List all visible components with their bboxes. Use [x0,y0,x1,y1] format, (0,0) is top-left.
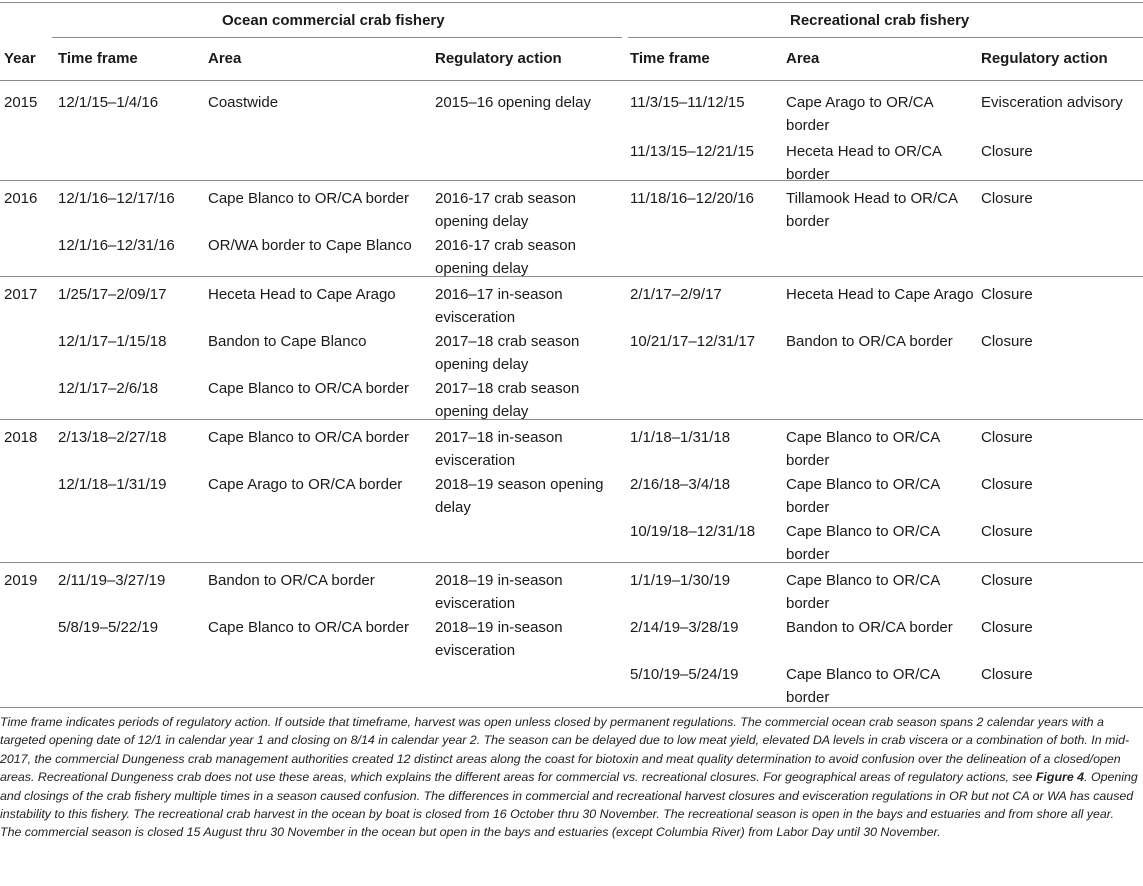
cell-commercial-time-frame: 12/1/16–12/31/16 [58,237,175,254]
group-header-recreational: Recreational crab fishery [790,12,970,29]
cell-commercial-regulatory-action: 2018–19 in-season evisceration [435,572,563,612]
cell-commercial-regulatory-action: 2017–18 in-season evisceration [435,429,563,469]
column-header-recreational-regulatory-action: Regulatory action [981,50,1108,67]
cell-recreational-regulatory-action: Closure [981,333,1033,350]
cell-commercial-regulatory-action: 2016-17 crab season opening delay [435,190,576,230]
cell-commercial-time-frame: 12/1/18–1/31/19 [58,476,167,493]
cell-commercial-regulatory-action: 2017–18 crab season opening delay [435,380,580,420]
cell-recreational-time-frame: 10/19/18–12/31/18 [630,523,756,540]
cell-recreational-area: Cape Blanco to OR/CA border [786,523,940,563]
cell-commercial-regulatory-action: 2017–18 crab season opening delay [435,333,580,373]
cell-recreational-regulatory-action: Closure [981,523,1033,540]
cell-commercial-regulatory-action: 2016–17 in-season evisceration [435,286,563,326]
cell-recreational-time-frame: 1/1/18–1/31/18 [630,429,731,446]
cell-recreational-regulatory-action: Closure [981,476,1033,493]
cell-commercial-area: Heceta Head to Cape Arago [208,286,396,303]
cell-commercial-area: Bandon to Cape Blanco [208,333,367,350]
table-footnote [0,713,1138,842]
cell-recreational-regulatory-action: Closure [981,143,1033,160]
cell-commercial-time-frame: 5/8/19–5/22/19 [58,619,159,636]
cell-recreational-area: Bandon to OR/CA border [786,619,953,636]
cell-commercial-time-frame: 2/11/19–3/27/19 [58,572,166,589]
group-header-commercial: Ocean commercial crab fishery [222,12,445,29]
cell-recreational-regulatory-action: Evisceration advisory [981,94,1123,111]
cell-commercial-time-frame: 1/25/17–2/09/17 [58,286,167,303]
column-header-year: Year [4,50,36,67]
cell-year: 2017 [4,286,38,303]
cell-commercial-time-frame: 12/1/17–2/6/18 [58,380,159,397]
cell-recreational-time-frame: 2/1/17–2/9/17 [630,286,722,303]
cell-recreational-regulatory-action: Closure [981,572,1033,589]
column-header-commercial-area: Area [208,50,242,67]
column-header-commercial-regulatory-action: Regulatory action [435,50,562,67]
cell-recreational-regulatory-action: Closure [981,619,1033,636]
cell-commercial-regulatory-action: 2016-17 crab season opening delay [435,237,576,277]
footnote-text-2: . Opening and closings of the crab fishery multiple times in a season caused confusion. The differences in commercial and recreational harvest closures and evisceration regulations in OR but not CA or WA has caused instability to this fishery. The recreational crab harvest in the ocean by boat is closed from 16 October thru 30 November. The recreational season is open in the bays and estuaries and from shore all year. The commercial season is closed 15 August thru 30 November in the ocean but open in the bays and estuaries (except Columbia River) from Labor Day until 30 November. [0,770,1138,840]
column-header-commercial-time-frame: Time frame [58,50,138,67]
cell-commercial-area: Cape Blanco to OR/CA border [208,429,409,446]
cell-recreational-time-frame: 5/10/19–5/24/19 [630,666,739,683]
cell-commercial-area: Coastwide [208,94,279,111]
group-underline-commercial [52,37,622,38]
cell-recreational-area: Cape Blanco to OR/CA border [786,476,940,516]
cell-recreational-regulatory-action: Closure [981,429,1033,446]
cell-commercial-time-frame: 12/1/17–1/15/18 [58,333,167,350]
column-header-recreational-time-frame: Time frame [630,50,710,67]
cell-year: 2015 [4,94,38,111]
cell-recreational-time-frame: 2/16/18–3/4/18 [630,476,731,493]
cell-commercial-regulatory-action: 2018–19 in-season evisceration [435,619,563,659]
cell-commercial-area: Cape Blanco to OR/CA border [208,190,409,207]
cell-commercial-time-frame: 12/1/16–12/17/16 [58,190,175,207]
cell-recreational-regulatory-action: Closure [981,190,1033,207]
cell-year: 2016 [4,190,38,207]
cell-recreational-time-frame: 11/3/15–11/12/15 [630,94,745,111]
footnote-text-1: Time frame indicates periods of regulatory action. If outside that timeframe, harvest was open unless closed by permanent regulations. The commercial ocean crab season spans 2 calendar years with a targeted opening date of 12/1 in calendar year 1 and closing on 8/14 in calendar year 2. The season can be delayed due to low meat yield, elevated DA levels in crab viscera or a combination of both. In mid-2017, the commercial Dungeness crab management authorities created 12 distinct areas along the coast for biotoxin and meat quality determination to avoid confusion over the delineation of a closed/open areas. Recreational Dungeness crab does not use these areas, which explains the different areas for commercial vs. recreational closures. For geographical areas of regulatory actions, see [0,715,1130,785]
column-header-recreational-area: Area [786,50,820,67]
cell-recreational-time-frame: 11/13/15–12/21/15 [630,143,755,160]
cell-commercial-regulatory-action: 2015–16 opening delay [435,94,591,111]
cell-recreational-time-frame: 1/1/19–1/30/19 [630,572,731,589]
header-rule [0,80,1143,81]
cell-recreational-time-frame: 11/18/16–12/20/16 [630,190,755,207]
cell-recreational-area: Cape Blanco to OR/CA border [786,429,940,469]
cell-commercial-area: Cape Blanco to OR/CA border [208,619,409,636]
cell-year: 2018 [4,429,38,446]
cell-recreational-area: Cape Blanco to OR/CA border [786,666,940,706]
group-underline-recreational [628,37,1143,38]
cell-year: 2019 [4,572,38,589]
cell-commercial-area: OR/WA border to Cape Blanco [208,237,412,254]
cell-commercial-regulatory-action: 2018–19 season opening delay [435,476,604,516]
cell-recreational-time-frame: 10/21/17–12/31/17 [630,333,756,350]
cell-recreational-area: Tillamook Head to OR/CA border [786,190,958,230]
table-top-rule [0,2,1143,3]
cell-recreational-area: Cape Blanco to OR/CA border [786,572,940,612]
cell-commercial-time-frame: 12/1/15–1/4/16 [58,94,159,111]
cell-recreational-area: Cape Arago to OR/CA border [786,94,933,134]
figure-4-link[interactable]: Figure 4 [1035,770,1085,785]
cell-commercial-time-frame: 2/13/18–2/27/18 [58,429,167,446]
table-bottom-rule [0,707,1143,708]
cell-commercial-area: Cape Arago to OR/CA border [208,476,403,493]
cell-commercial-area: Bandon to OR/CA border [208,572,375,589]
cell-recreational-regulatory-action: Closure [981,666,1033,683]
cell-commercial-area: Cape Blanco to OR/CA border [208,380,409,397]
cell-recreational-time-frame: 2/14/19–3/28/19 [630,619,739,636]
cell-recreational-regulatory-action: Closure [981,286,1033,303]
cell-recreational-area: Bandon to OR/CA border [786,333,953,350]
cell-recreational-area: Heceta Head to OR/CA border [786,143,942,183]
cell-recreational-area: Heceta Head to Cape Arago [786,286,974,303]
